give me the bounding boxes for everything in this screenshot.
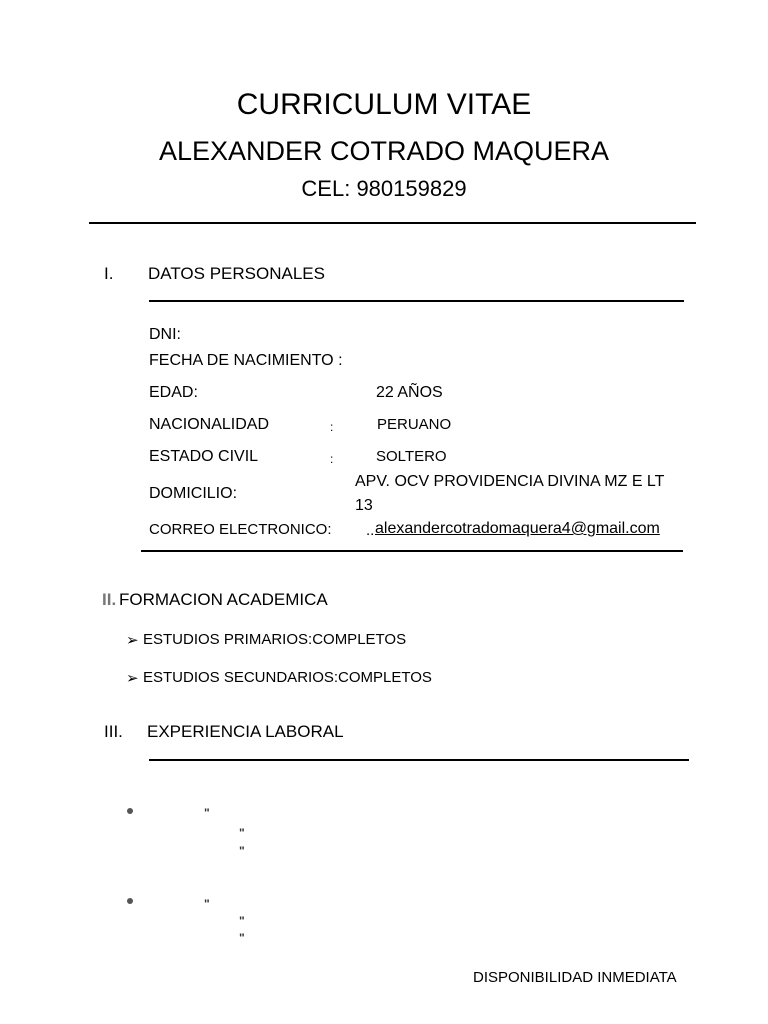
section1-number: I. xyxy=(104,264,114,283)
mark-glyph: " xyxy=(239,914,245,928)
mark-glyph: " xyxy=(204,806,210,820)
arrow-bullet-icon: ➢ xyxy=(126,670,139,687)
section3-number: III. xyxy=(104,722,123,741)
mark-glyph: " xyxy=(204,897,210,911)
email-value: alexandercotradomaquera4@gmail.com xyxy=(375,520,660,537)
age-label: EDAD: xyxy=(149,384,198,401)
address-value-line2: 13 xyxy=(355,497,373,514)
availability-note: DISPONIBILIDAD INMEDIATA xyxy=(473,969,677,986)
nationality-label: NACIONALIDAD xyxy=(149,416,270,433)
section3-title: EXPERIENCIA LABORAL xyxy=(147,722,344,741)
mark-glyph: " xyxy=(239,844,245,858)
bullet-dot-icon xyxy=(127,898,133,904)
mark-glyph: " xyxy=(239,826,245,840)
address-value-line1: APV. OCV PROVIDENCIA DIVINA MZ E LT xyxy=(355,473,665,490)
header-divider xyxy=(89,222,696,224)
section3-divider xyxy=(149,759,689,761)
nationality-colon: : xyxy=(330,420,334,434)
mark-glyph: " xyxy=(239,931,245,945)
age-value: 22 AÑOS xyxy=(376,384,443,401)
nationality-value: PERUANO xyxy=(377,416,452,433)
dni-label: DNI: xyxy=(149,326,181,343)
section1-title: DATOS PERSONALES xyxy=(148,264,325,283)
candidate-name: ALEXANDER COTRADO MAQUERA xyxy=(158,136,610,166)
arrow-bullet-icon: ➢ xyxy=(126,632,139,649)
section2-title: FORMACION ACADEMICA xyxy=(119,590,328,609)
section1-bottom-divider xyxy=(141,550,683,552)
document-title: CURRICULUM VITAE xyxy=(236,88,532,121)
candidate-phone: CEL: 980159829 xyxy=(301,176,467,201)
education-secondary: ESTUDIOS SECUNDARIOS:COMPLETOS xyxy=(143,669,432,686)
education-primary: ESTUDIOS PRIMARIOS:COMPLETOS xyxy=(143,631,407,648)
section2-number: II. xyxy=(102,590,117,609)
bullet-dot-icon xyxy=(127,808,133,814)
civil-status-label: ESTADO CIVIL xyxy=(149,448,259,465)
section1-divider xyxy=(149,300,684,302)
address-label: DOMICILIO: xyxy=(149,485,238,502)
civil-status-colon: : xyxy=(330,452,334,466)
birth-date-label: FECHA DE NACIMIENTO : xyxy=(149,352,343,369)
email-label: CORREO ELECTRONICO: xyxy=(149,521,332,538)
civil-status-value: SOLTERO xyxy=(376,448,447,465)
email-prefix: .. xyxy=(366,522,375,539)
